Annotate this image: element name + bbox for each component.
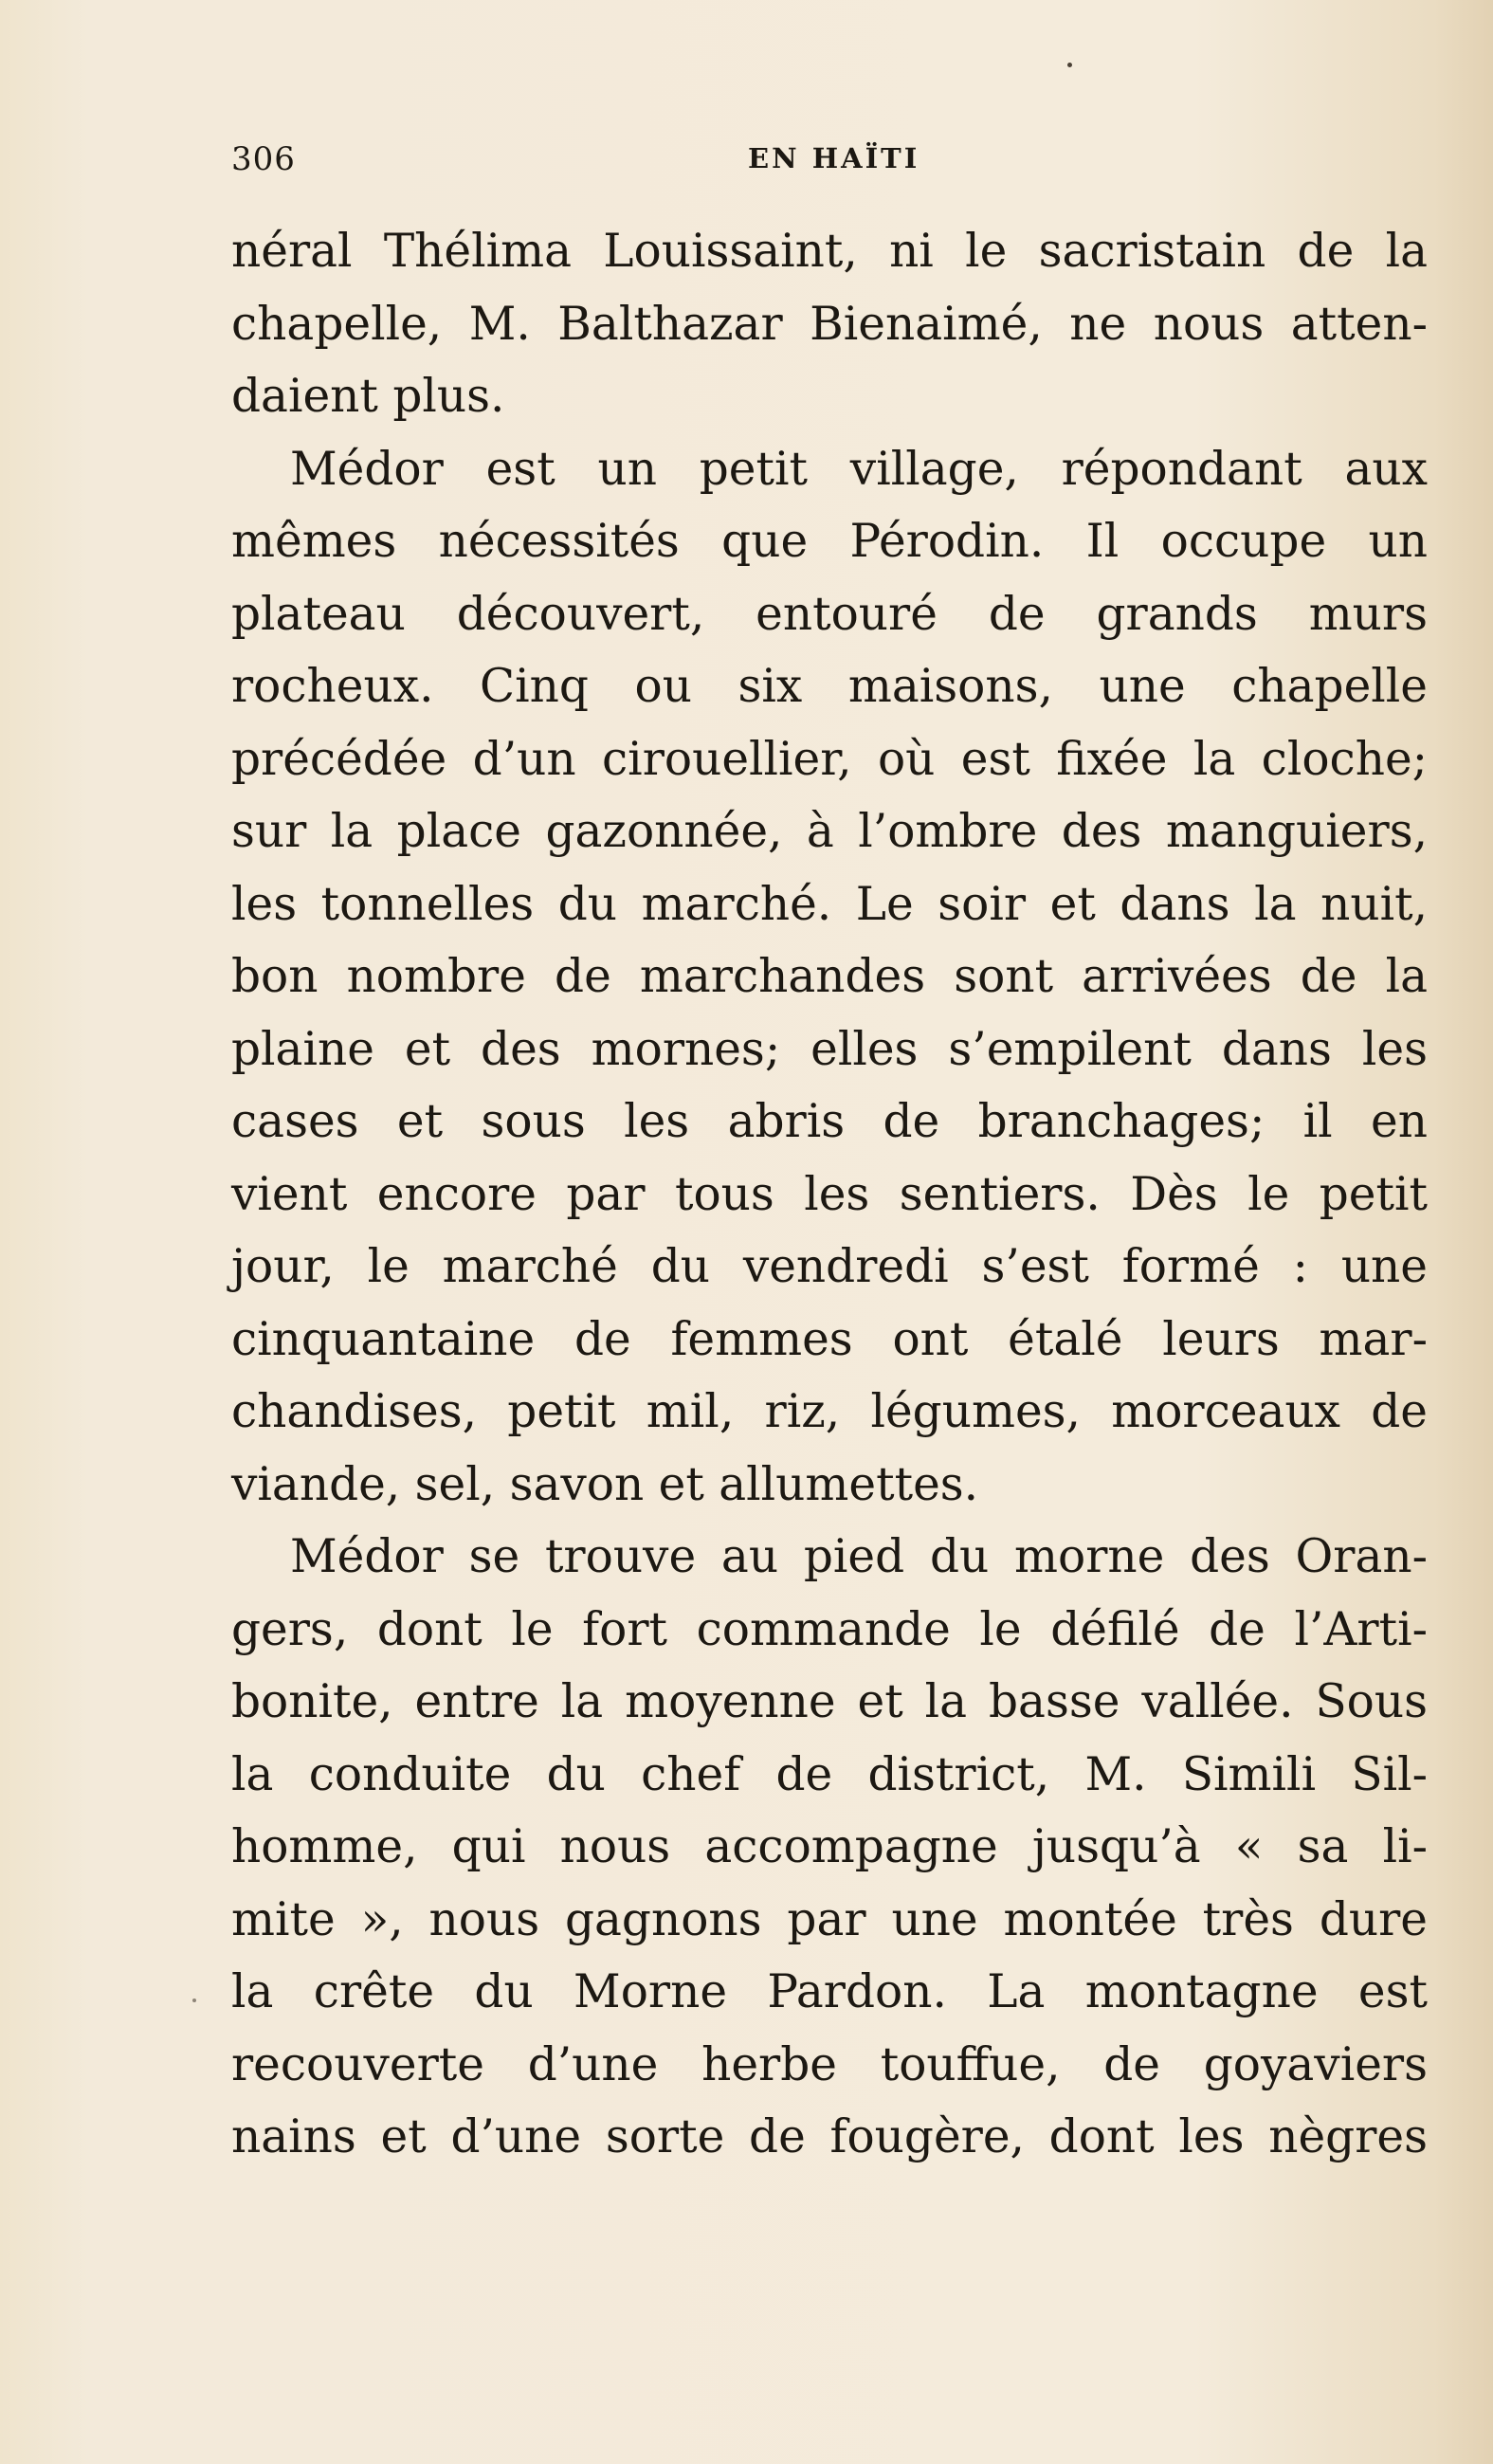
ink-speck <box>1067 63 1072 67</box>
text-line: chapelle, M. Balthazar Bienaimé, ne nous atten- <box>231 297 1428 351</box>
text-line: mêmes nécessités que Pérodin. Il occupe un <box>231 515 1428 568</box>
text-line: gers, dont le fort commande le défilé de l’Arti- <box>231 1602 1428 1656</box>
text-line: viande, sel, savon et allumettes. <box>231 1457 979 1511</box>
text-line: mite », nous gagnons par une montée très dure <box>231 1892 1428 1946</box>
text-line: néral Thélima Louissaint, ni le sacristain de la <box>231 225 1428 278</box>
text-line: sur la place gazonnée, à l’ombre des manguiers, <box>231 805 1428 858</box>
text-line: cases et sous les abris de branchages; il en <box>231 1095 1428 1148</box>
text-line: daient plus. <box>231 370 505 423</box>
text-line: Médor se trouve au pied du morne des Oran- <box>290 1530 1428 1583</box>
paragraph-2 <box>231 433 1428 1522</box>
paragraph-1 <box>231 215 1428 433</box>
text-line: rocheux. Cinq ou six maisons, une chapelle <box>231 660 1428 713</box>
text-line: recouverte d’une herbe touffue, de goyaviers <box>231 2037 1428 2091</box>
text-line: la conduite du chef de district, M. Simili Sil- <box>231 1747 1428 1801</box>
text-line: cinquantaine de femmes ont étalé leurs mar- <box>231 1312 1428 1366</box>
text-line: chandises, petit mil, riz, légumes, morceaux de <box>231 1385 1428 1438</box>
text-line: Médor est un petit village, répondant aux <box>290 442 1428 496</box>
ink-speck <box>192 1999 196 2002</box>
text-line: plateau découvert, entouré de grands murs <box>231 587 1428 641</box>
text-line: précédée d’un cirouellier, où est fixée la cloche; <box>231 732 1428 786</box>
text-line: la crête du Morne Pardon. La montagne est <box>231 1965 1428 2018</box>
text-line: homme, qui nous accompagne jusqu’à « sa li- <box>231 1820 1428 1873</box>
text-line: jour, le marché du vendredi s’est formé : une <box>231 1240 1428 1293</box>
text-line: bon nombre de marchandes sont arrivées de la <box>231 950 1428 1003</box>
running-head <box>231 140 1428 182</box>
text-line: nains et d’une sorte de fougère, dont les nègres <box>231 2110 1428 2163</box>
text-line: plaine et des mornes; elles s’empilent dans les <box>231 1022 1428 1076</box>
text-line: les tonnelles du marché. Le soir et dans la nuit, <box>231 877 1428 931</box>
paragraph-3 <box>231 1521 1428 2174</box>
page-number: 306 <box>231 140 296 178</box>
text-line: bonite, entre la moyenne et la basse vallée. Sous <box>231 1675 1428 1728</box>
running-title: EN HAÏTI <box>748 142 920 174</box>
text-line: vient encore par tous les sentiers. Dès le petit <box>231 1167 1428 1221</box>
body-text <box>231 215 1428 2174</box>
